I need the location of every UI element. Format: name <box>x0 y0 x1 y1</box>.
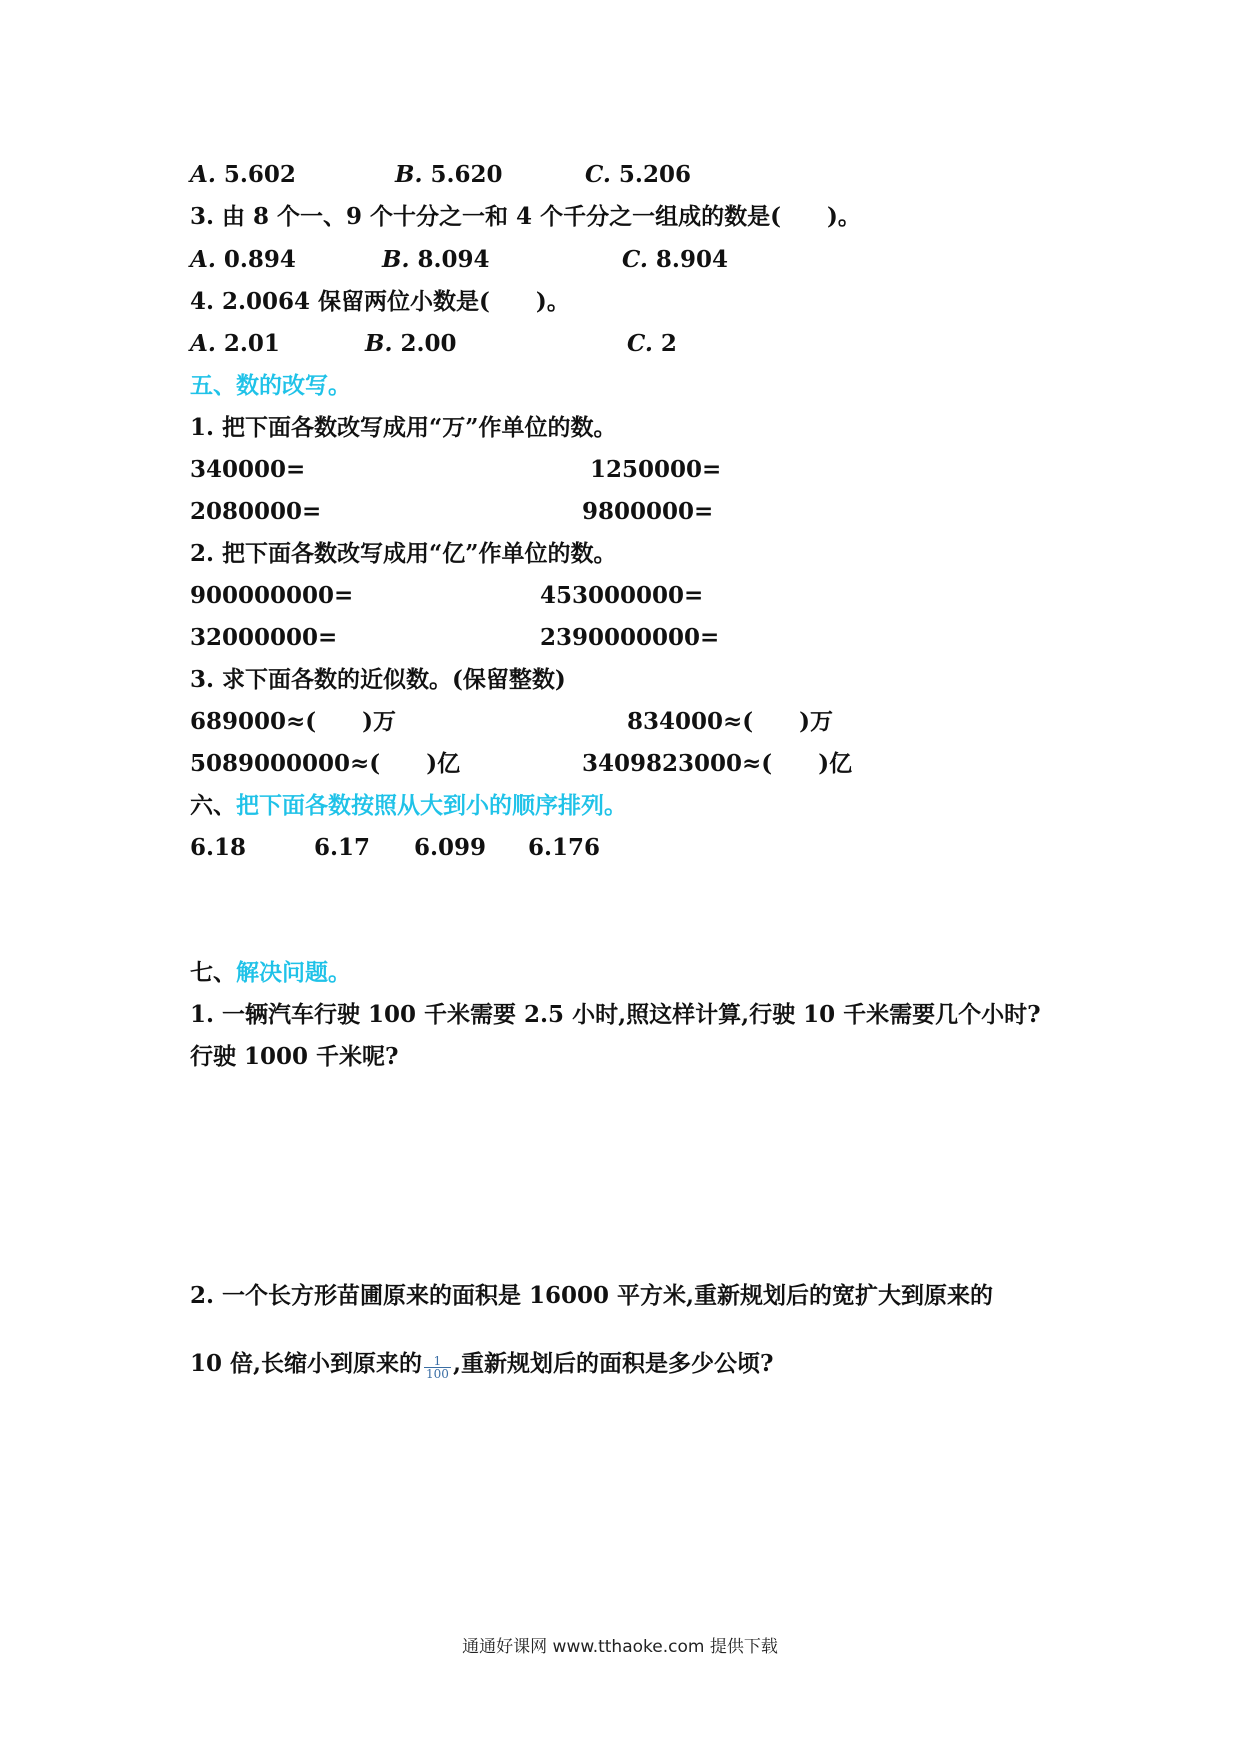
conversion-item: 9800000= <box>582 498 714 525</box>
number-item: 6.18 <box>190 834 247 861</box>
section5-part1: 1. 把下面各数改写成用“万”作单位的数。 <box>190 414 617 441</box>
q4-option-b: B. 2.00 <box>365 330 457 357</box>
approximation-item: 5089000000≈( )亿 <box>190 750 461 777</box>
conversion-item: 340000= <box>190 456 306 483</box>
conversion-item: 453000000= <box>540 582 704 609</box>
approximation-item: 834000≈( )万 <box>627 708 834 735</box>
q2-option-b: B. 5.620 <box>395 161 503 188</box>
section5-part3: 3. 求下面各数的近似数。(保留整数) <box>190 666 566 693</box>
footer-source: 通通好课网 www.tthaoke.com 提供下载 <box>462 1637 778 1657</box>
conversion-item: 2390000000= <box>540 624 720 651</box>
q4-option-a: A. 2.01 <box>190 330 280 357</box>
q3-option-c: C. 8.904 <box>622 246 728 273</box>
conversion-item: 1250000= <box>590 456 722 483</box>
approximation-item: 689000≈( )万 <box>190 708 397 735</box>
section5-part2: 2. 把下面各数改写成用“亿”作单位的数。 <box>190 540 617 567</box>
section7-heading: 七、解决问题。 <box>190 959 351 986</box>
approximation-item: 3409823000≈( )亿 <box>582 750 853 777</box>
section7-q2-line1: 2. 一个长方形苗圃原来的面积是 16000 平方米,重新规划后的宽扩大到原来的 <box>190 1282 994 1309</box>
q2-option-c: C. 5.206 <box>585 161 691 188</box>
fraction: $\frac{1}{100}$ <box>426 1353 449 1381</box>
number-item: 6.176 <box>528 834 601 861</box>
number-item: 6.17 <box>314 834 371 861</box>
section7-q2-line2: 10 倍,长缩小到原来的 $\frac{1}{100}$ ,重新规划后的面积是多少公顷? <box>190 1350 774 1381</box>
conversion-item: 2080000= <box>190 498 322 525</box>
q4-question: 4. 2.0064 保留两位小数是( )。 <box>190 288 570 315</box>
section7-q1-line1: 1. 一辆汽车行驶 100 千米需要 2.5 小时,照这样计算,行驶 10 千米需要几个小时? <box>190 1001 1041 1028</box>
section5-heading: 五、数的改写。 <box>190 372 351 399</box>
q3-option-b: B. 8.094 <box>382 246 490 273</box>
q4-option-c: C. 2 <box>627 330 677 357</box>
section6-heading: 六、把下面各数按照从大到小的顺序排列。 <box>190 792 627 819</box>
q3-question: 3. 由 8 个一、9 个十分之一和 4 个千分之一组成的数是( )。 <box>190 203 861 230</box>
number-item: 6.099 <box>414 834 487 861</box>
q2-option-a: A. 5.602 <box>190 161 296 188</box>
q3-option-a: A. 0.894 <box>190 246 296 273</box>
conversion-item: 32000000= <box>190 624 338 651</box>
conversion-item: 900000000= <box>190 582 354 609</box>
section7-q1-line2: 行驶 1000 千米呢? <box>190 1043 399 1070</box>
